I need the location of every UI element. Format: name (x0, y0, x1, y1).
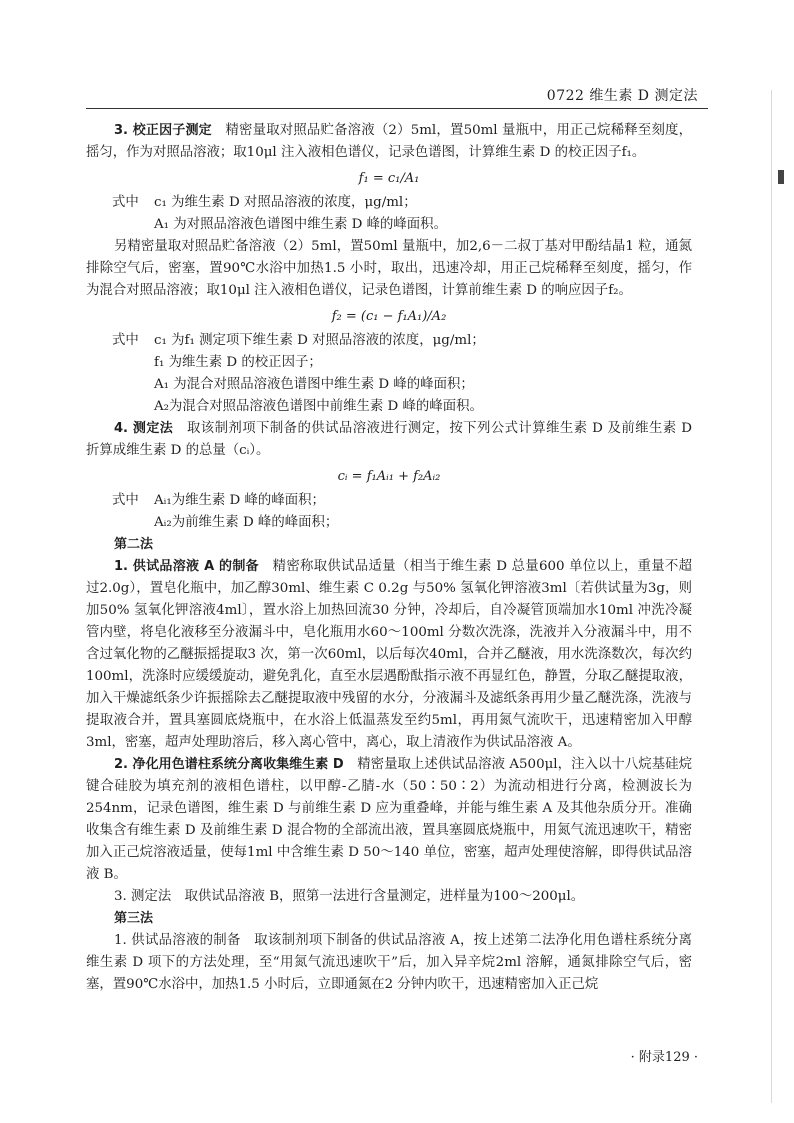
variable-definitions (86, 490, 692, 534)
paragraph-text: 精密量取对照品贮备溶液（2）5ml，置50ml 量瓶中，用正己烷稀释至刻度，摇匀，作为对照品溶液；取10μl 注入液相色谱仪，记录色谱图，计算维生素 D 的校正因子f₁。 (86, 123, 692, 160)
paragraph (86, 754, 692, 886)
paragraph (86, 236, 692, 302)
variable-definition: c₁ 为维生素 D 对照品溶液的浓度，μg/ml； (154, 195, 417, 210)
paragraph (86, 556, 692, 754)
paragraph-text: 精密称取供试品适量（相当于维生素 D 总量600 单位以上，重量不超过2.0g），置皂化瓶中，加乙醇30ml、维生素 C 0.2g 与50% 氢氧化钾溶液3ml〔若供试量为3g，则加50% 氢氧化钾溶液4ml〕，置水浴上加热回流30 分钟，冷却后，自冷凝管顶端加水10ml 冲洗冷凝管内壁，将皂化液移至分液漏斗中，皂化瓶用水60～100ml 分数次洗涤，洗液并入分液漏斗中，用不含过氧化物的乙醚振摇提取3 次，第一次60ml，以后每次40ml，合并乙醚液，用水洗涤数次，每次约100ml，洗涤时应缓缓旋动，避免乳化，直至水层遇酚酞指示液不再显红色，静置，分取乙醚提取液，加入干燥滤纸条少许振摇除去乙醚提取液中残留的水分，分液漏斗及滤纸条再用少量乙醚洗涤，洗液与提取液合并，置具塞圆底烧瓶中，在水浴上低温蒸发至约5ml，再用氮气流吹干，迅速精密加入甲醇3ml，密塞，超声处理助溶后，移入离心管中，离心，取上清液作为供试品溶液 A。 (86, 559, 693, 750)
definitions-lead: 式中 (112, 333, 139, 348)
paragraph-text: 1. 供试品溶液的制备 取该制剂项下制备的供试品溶液 A，按上述第二法净化用色谱柱系统分离维生素 D 项下的方法处理，至“用氮气流迅速吹干”后，加入异辛烷2ml 溶解，通氮排除空气后，密塞，置90℃水浴中，加热1.5 小时后，立即通氮在2 分钟内吹干，迅速精密加入正己烷 (86, 933, 692, 992)
paragraph-text: 3. 测定法 取供试品溶液 B，照第一法进行含量测定，进样量为100～200μl。 (114, 889, 585, 904)
definitions-lead: 式中 (112, 195, 139, 210)
paragraph-text: 取该制剂项下制备的供试品溶液进行测定，按下列公式计算维生素 D 及前维生素 D 折算成维生素 D 的总量（cᵢ）。 (86, 421, 692, 458)
page-edge-mark (778, 170, 784, 184)
method-heading: 第三法 (114, 911, 154, 926)
paragraph-lead-heading: 2. 净化用色谱柱系统分离收集维生素 D (114, 757, 344, 772)
variable-definition: A₁ 为对照品溶液色谱图中维生素 D 峰的峰面积。 (154, 217, 447, 232)
variable-definition: f₁ 为维生素 D 的校正因子； (154, 355, 322, 370)
paragraph-text: 精密量取上述供试品溶液 A500μl，注入以十八烷基硅烷键合硅胶为填充剂的液相色谱柱，以甲醇-乙腈-水（50∶50∶2）为流动相进行分离，检测波长为254nm，记录色谱图，维生素 D 与前维生素 D 应为重叠峰，并能与维生素 A 及其他杂质分开。准确收集含有维生素 D 及前维生素 D 混合物的全部流出液，置具塞圆底烧瓶中，用氮气流迅速吹干，精密加入正己烷溶液适量，使每1ml 中含维生素 D 50～140 单位，密塞，超声处理使溶解，即得供试品溶液 B。 (86, 757, 692, 882)
paragraph (86, 418, 692, 462)
page-number: · 附录129 · (630, 1050, 698, 1065)
document-body (86, 120, 692, 996)
formula: f₁ = c₁/A₁ (358, 171, 420, 186)
variable-definition: A₁ 为混合对照品溶液色谱图中维生素 D 峰的峰面积； (154, 377, 474, 392)
variable-definition: Aᵢ₁为维生素 D 峰的峰面积； (154, 493, 325, 508)
page-edge-line (771, 90, 772, 1103)
paragraph-lead-heading: 4. 测定法 (114, 421, 174, 436)
variable-definitions (86, 192, 692, 236)
formula: cᵢ = f₁Aᵢ₁ + f₂Aᵢ₂ (337, 469, 441, 484)
formula: f₂ = (c₁ − f₁A₁)/A₂ (331, 309, 447, 324)
variable-definition: c₁ 为f₁ 测定项下维生素 D 对照品溶液的浓度，μg/ml； (154, 333, 485, 348)
paragraph (86, 930, 692, 996)
paragraph (86, 886, 692, 908)
variable-definition: Aᵢ₂为前维生素 D 峰的峰面积； (154, 515, 339, 530)
definitions-lead: 式中 (112, 493, 139, 508)
variable-definition: A₂为混合对照品溶液色谱图中前维生素 D 峰的峰面积。 (154, 399, 483, 414)
paragraph-lead-heading: 1. 供试品溶液 A 的制备 (114, 559, 259, 574)
paragraph-lead-heading: 3. 校正因子测定 (114, 123, 212, 138)
variable-definitions (86, 330, 692, 418)
paragraph (86, 120, 692, 164)
paragraph-text: 另精密量取对照品贮备溶液（2）5ml，置50ml 量瓶中，加2,6－二叔丁基对甲酚结晶1 粒，通氮排除空气后，密塞，置90℃水浴中加热1.5 小时，取出，迅速冷却，用正己烷稀释至刻度，摇匀，作为混合对照品溶液；取10μl 注入液相色谱仪，记录色谱图，计算前维生素 D 的响应因子f₂。 (86, 239, 692, 298)
running-header-title: 0722 维生素 D 测定法 (546, 88, 698, 104)
header-divider (86, 108, 708, 109)
method-heading: 第二法 (114, 537, 154, 552)
